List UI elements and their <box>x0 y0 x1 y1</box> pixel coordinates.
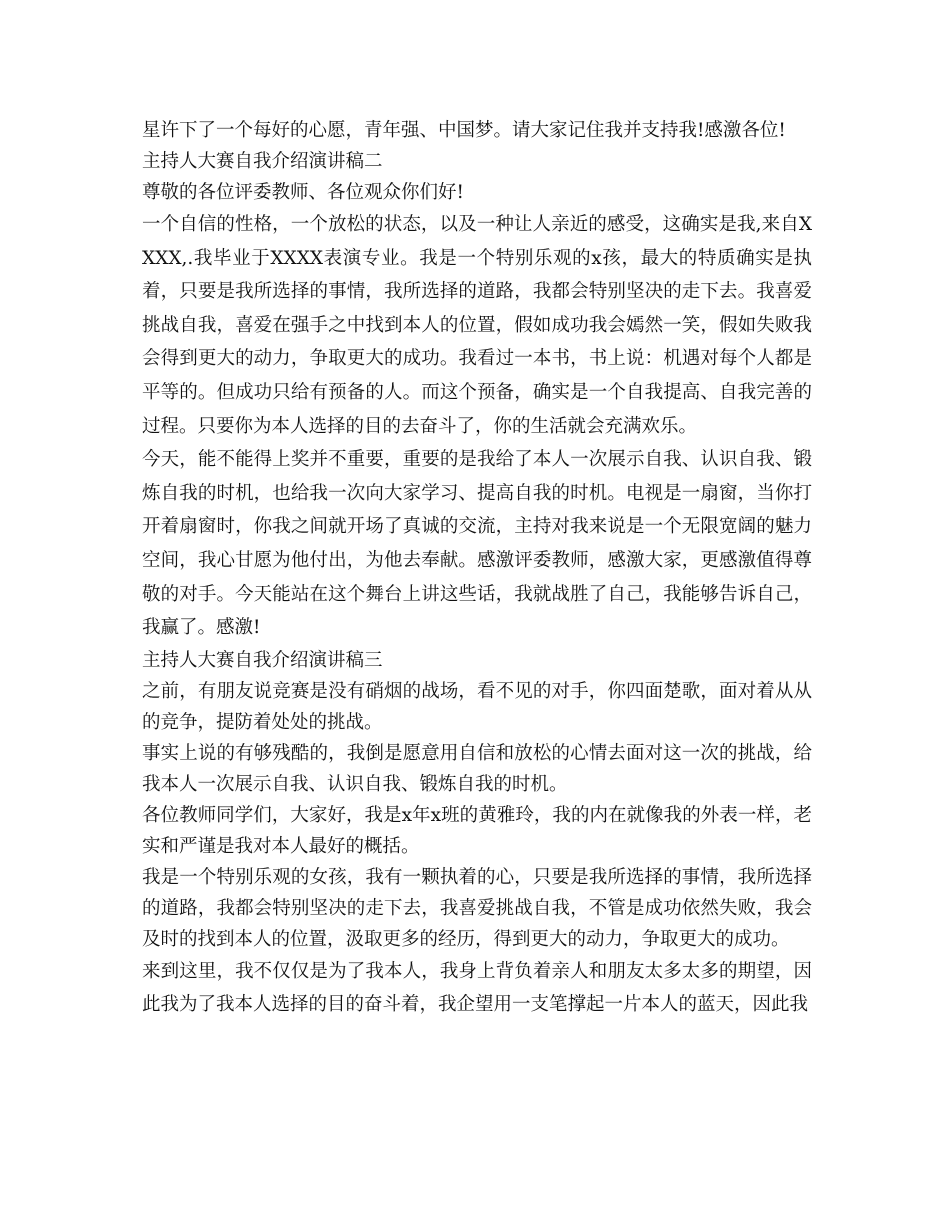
paragraph-closing-line: 星许下了一个每好的心愿，青年强、中国梦。请大家记住我并支持我!感激各位! <box>142 120 786 141</box>
section-heading-three: 主持人大赛自我介绍演讲稿三 <box>142 649 383 671</box>
paragraph-competition: 之前，有朋友说竞赛是没有硝烟的战场，看不见的对手，你四面楚歌，面对着从从的竞争，提防着处处的挑战。 <box>142 680 812 733</box>
paragraph-coming-here: 来到这里，我不仅仅是为了我本人，我身上背负着亲人和朋友太多太多的期望，因此我为了我本人选择的目的奋斗着，我企望用一支笔撑起一片本人的蓝天，因此我 <box>142 960 812 1016</box>
paragraph-greeting-students: 各位教师同学们，大家好，我是x年x班的黄雅玲，我的内在就像我的外表一样，老实和严谨是我对本人最好的概括。 <box>142 804 812 857</box>
paragraph-optimistic-girl: 我是一个特别乐观的女孩，我有一颗执着的心，只要是我所选择的事情，我所选择的道路，我都会特别坚决的走下去，我喜爱挑战自我，不管是成功依然失败，我会及时的找到本人的位置，汲取更多的经历，得到更大的动力，争取更大的成功。 <box>142 866 812 950</box>
paragraph-greeting: 尊敬的各位评委教师、各位观众你们好! <box>142 182 464 203</box>
section-heading-two: 主持人大赛自我介绍演讲稿二 <box>142 151 383 172</box>
paragraph-self-introduction: 一个自信的性格，一个放松的状态，以及一种让人亲近的感受，这确实是我,来自XXXX,.我毕业于XXXX表演专业。我是一个特别乐观的x孩，最大的特质确实是执着，只要是我所选择的事情，我所选择的道路，我都会特别坚决的走下去。我喜爱挑战自我，喜爱在强手之中找到本人的位置，假如成功我会嫣然一笑，假如失败我会得到更大的动力，争取更大的成功。我看过一本书，书上说：机遇对每个人都是平等的。但成功只给有预备的人。而这个预备，确实是一个自我提高、自我完善的过程。只要你为本人选择的目的去奋斗了，你的生活就会充满欢乐。 <box>142 214 812 437</box>
paragraph-today: 今天，能不能得上奖并不重要，重要的是我给了本人一次展示自我、认识自我、锻炼自我的时机，也给我一次向大家学习、提高自我的时机。电视是一扇窗，当你打开着扇窗时，你我之间就开场了真诚的交流，主持对我来说是一个无限宽阔的魅力空间，我心甘愿为他付出，为他去奉献。感激评委教师，感激大家，更感激值得尊敬的对手。今天能站在这个舞台上讲这些话，我就战胜了自己，我能够告诉自己，我赢了。感激! <box>142 449 812 639</box>
paragraph-challenge: 事实上说的有够残酷的，我倒是愿意用自信和放松的心情去面对这一次的挑战，给我本人一次展示自我、认识自我、锻炼自我的时机。 <box>142 742 812 795</box>
document-body <box>142 115 812 1022</box>
